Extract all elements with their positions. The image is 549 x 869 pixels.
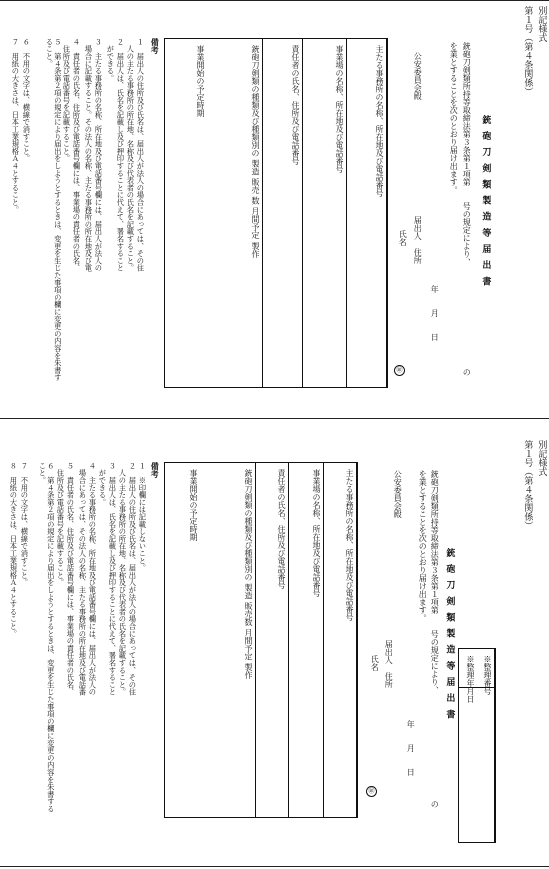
- form-b-row-start: 事業開始の予定時期: [189, 469, 198, 541]
- form-b-applicant-address: 届出人 住所: [384, 640, 394, 688]
- form-b-note: ６ 第４条第２項の規定により届出をしようとするときは、変更を生じた事項の欄に変更の内容を朱書すること。: [38, 462, 56, 813]
- top-rule: [0, 0, 549, 1]
- form-b-date: 年 月 日: [406, 720, 416, 776]
- form-a-row-types: 銃砲刀剣類の種類及び種類別の 製造 販売 数 月間予定 製作: [206, 39, 263, 387]
- form-b-note: 場合にあっては、その法人の名称、主たる事務所の所在地及び電話番: [78, 462, 88, 696]
- form-b-official-use-box: [458, 648, 496, 843]
- form-b-row-manager: 責任者の氏名、住所及び電話番号: [255, 463, 289, 817]
- bottom-rule: [0, 866, 549, 867]
- form-a-heading2: 第１号（第４条関係）: [522, 6, 533, 96]
- form-a-row-start: 事業開始の予定時期: [196, 45, 205, 117]
- form-b-official-date: ※整理年月日: [458, 649, 477, 842]
- form-a-row-workplace: 事業場の名称、所在地及び電話番号: [302, 39, 347, 387]
- form-a-applicant-address: 届出人 住所: [413, 216, 423, 264]
- form-b-row-main-office: 主たる事務所の名称、所在地及び電話番号: [323, 463, 357, 817]
- form-b-note: ７ 不用の文字は、横線で消すこと。: [20, 462, 30, 587]
- form-b-note: 人の主たる事務所の所在地、名称及び代表者の氏名を記載すること。: [118, 462, 128, 696]
- form-b-intro2: を業とすることを次のとおり届け出ます。: [418, 470, 428, 622]
- middle-rule: [0, 418, 549, 419]
- form-b-row-workplace: 事業場の名称、所在地及び電話番号: [288, 463, 324, 817]
- form-b-addressee: 公安委員会殿: [393, 470, 403, 518]
- form-a-notes-label: 備考: [150, 38, 161, 54]
- form-a-date: 年 月 日: [430, 285, 440, 341]
- form-b-notes-label: 備考: [150, 462, 161, 478]
- form-a-intro1: 銃砲刀剣類所持等取締法第３条第１項第 号の規定により、: [462, 42, 472, 266]
- form-a-note: ２ 届出人は、氏名を記載し及び押印することに代えて、署名すること: [116, 38, 126, 272]
- form-b-title: 銃 砲 刀 剣 類 製 造 等 届 出 書: [444, 548, 455, 721]
- form-b-table: [164, 462, 358, 818]
- form-a-row-manager: 責任者の氏名、住所及び電話番号: [262, 39, 303, 387]
- form-b-seal: ㊞: [366, 786, 377, 797]
- form-b-note: １ ※印欄には記載しないこと。: [138, 462, 148, 572]
- form-a-title: 銃 砲 刀 剣 類 製 造 等 届 出 書: [480, 115, 491, 288]
- form-b-note: ２ 届出人の住所及び氏名は、届出人が法人の場合にあっては、その住: [128, 462, 138, 696]
- form-b-row-types: 銃砲刀剣類の種類及び種類別の 製造 販売数 月間予定 製作: [199, 463, 256, 817]
- form-a-row-main-office: 主たる事務所の名称、所在地及び電話番号: [346, 39, 387, 387]
- form-b-note: ８ 用紙の大きさは、日本工業規格Ａ４とすること。: [9, 462, 19, 638]
- form-a-table: [164, 38, 388, 388]
- form-a-note: ７ 用紙の大きさは、日本工業規格Ａ４とすること。: [11, 38, 21, 214]
- form-b-note: 住所及び電話番号を記載すること。: [56, 462, 66, 587]
- form-b-heading2: 第１号（第４条関係）: [522, 440, 533, 530]
- form-a-note: 場合に記載すること。その法人の名称、主たる事務所の所在地及び電: [84, 38, 94, 272]
- form-a-note: 住所及び電話番号を記載すること。: [62, 38, 72, 163]
- form-a-intro2: を業とすることを次のとおり届け出ます。: [449, 42, 459, 194]
- form-a-note: ４ 責任者の氏名、住所及び電話番号欄には、事業場の責任者の氏名、: [72, 38, 82, 272]
- form-a-note: ６ 不用の文字は、横線で消すこと。: [22, 38, 32, 163]
- form-a-note: ができる。: [106, 38, 116, 82]
- form-b-note: ３ 届出人は、氏名を記載し及び押印することに代えて、署名すること: [108, 462, 118, 696]
- form-b-no-suffix: の: [430, 800, 440, 808]
- form-b-intro1: 銃砲刀剣類所持等取締法第３条第１項第 号の規定により、: [430, 470, 440, 694]
- form-a-note: 人の主たる事務所の所在地、名称及び代表者の氏名を記載すること。: [126, 38, 136, 272]
- form-b-applicant-name: 氏名: [370, 655, 380, 671]
- form-a-no-suffix: の: [462, 368, 472, 376]
- form-a-note: ３ 主たる事務所の名称、所在地及び電話番号欄には、届出人が法人の: [94, 38, 104, 272]
- form-a-note: １ 届出人の住所及び氏名は、届出人が法人の場合にあっては、その住: [136, 38, 146, 272]
- form-b-note: ４ 主たる事務所の名称、所在地及び電話番号欄には、届出人が法人の: [88, 462, 98, 696]
- form-a-note: ５ 第４条第２項の規定により届出をしようとするときは、変更を生じた事項の欄に変更の内容を朱書すること。: [45, 38, 63, 382]
- form-a-applicant-name: 氏名: [398, 230, 408, 246]
- form-b-note: ができる。: [98, 462, 108, 506]
- form-b-official-number: ※整理番号: [476, 649, 495, 842]
- form-a-heading1: 別記様式: [536, 6, 547, 42]
- form-a-seal: ㊞: [394, 365, 405, 376]
- form-a-addressee: 公安委員会殿: [413, 52, 423, 100]
- form-b-heading1: 別記様式: [536, 440, 547, 476]
- form-b-note: ５ 責任者の氏名、住所及び電話番号欄には、事業場の責任者の氏名、: [66, 462, 76, 696]
